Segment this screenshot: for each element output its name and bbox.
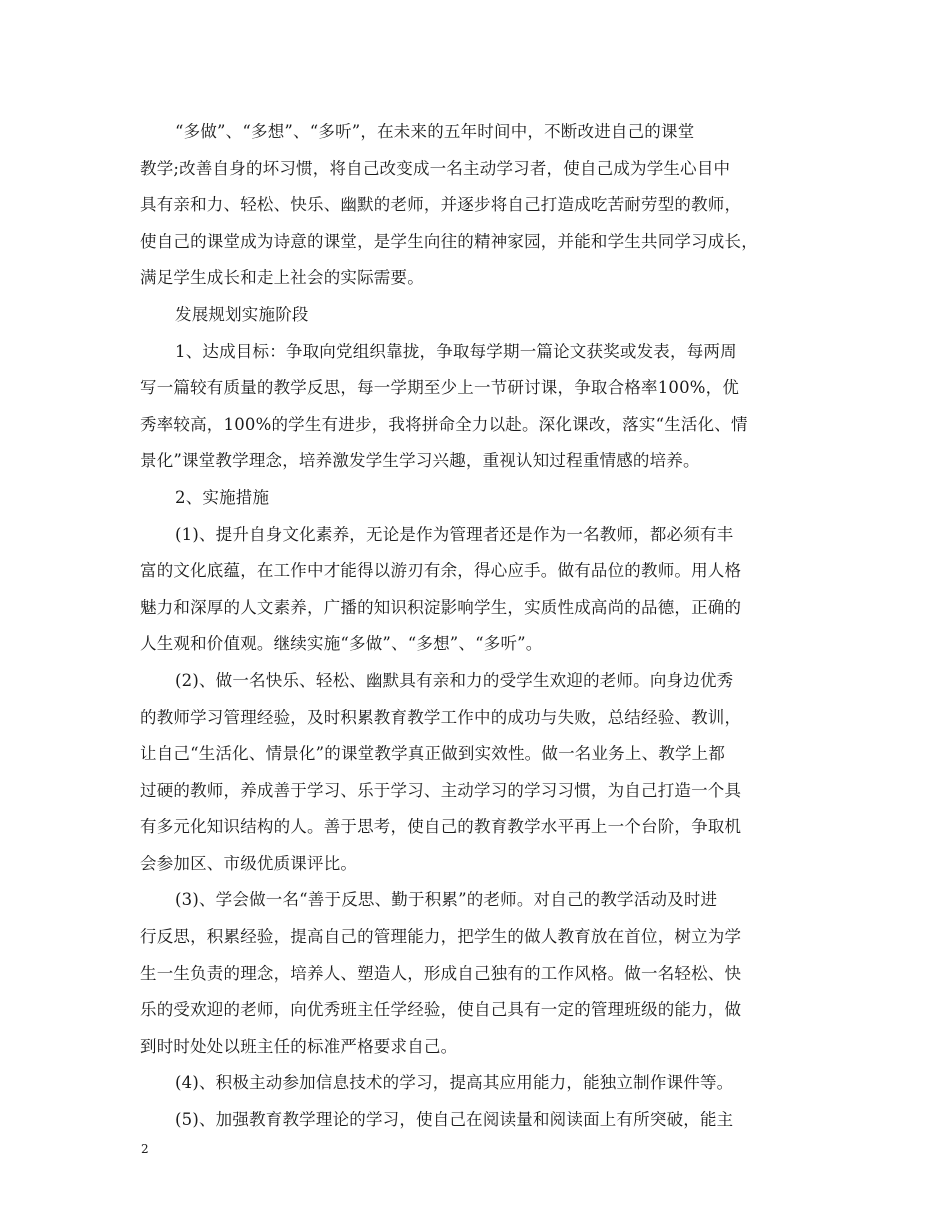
text-line: 秀率较高，100%的学生有进步，我将拼命全力以赴。深化课改，落实“生活化、情 [140,414,748,434]
text-line: 满足学生成长和走上社会的实际需要。 [140,268,424,288]
text-line: 到时时处处以班主任的标准严格要求自己。 [140,1036,458,1056]
text-line: (1)、提升自身文化素养，无论是作为管理者还是作为一名教师，都必须有丰 [175,524,734,544]
text-line: 过硬的教师，养成善于学习、乐于学习、主动学习的学习习惯，为自己打造一个具 [140,780,742,800]
body-text [140,114,830,1139]
text-line: 的教师学习管理经验，及时积累教育教学工作中的成功与失败，总结经验、教训， [140,707,742,727]
text-line: 生一生负责的理念，培养人、塑造人，形成自己独有的工作风格。做一名轻松、快 [140,963,742,983]
text-line: 让自己“生活化、情景化”的课堂教学真正做到实效性。做一名业务上、教学上都 [140,744,726,764]
text-line: (4)、积极主动参加信息技术的学习，提高其应用能力，能独立制作课件等。 [175,1073,734,1093]
text-line: 使自己的课堂成为诗意的课堂，是学生向往的精神家园，并能和学生共同学习成长， [140,231,758,251]
text-line: 具有亲和力、轻松、快乐、幽默的老师，并逐步将自己打造成吃苦耐劳型的教师， [140,195,742,215]
text-line: 写一篇较有质量的教学反思，每一学期至少上一节研讨课，争取合格率100%，优 [140,378,740,398]
text-line: 2、实施措施 [175,487,270,507]
text-line: “多做”、“多想”、“多听”，在未来的五年时间中，不断改进自己的课堂 [175,122,695,141]
page-number: 2 [141,1142,149,1156]
text-line: (5)、加强教育教学理论的学习，使自己在阅读量和阅读面上有所突破，能主 [175,1110,734,1130]
text-line: 1、达成目标：争取向党组织靠拢，争取每学期一篇论文获奖或发表，每两周 [175,341,737,361]
text-line: 富的文化底蕴，在工作中才能得以游刃有余，得心应手。做有品位的教师。用人格 [140,561,742,581]
text-line: 人生观和价值观。继续实施“多做”、“多想”、“多听”。 [140,634,543,654]
text-line: 有多元化知识结构的人。善于思考，使自己的教育教学水平再上一个台阶，争取机 [140,817,742,837]
text-line: (2)、做一名快乐、轻松、幽默具有亲和力的受学生欢迎的老师。向身边优秀 [175,670,734,690]
text-line: 会参加区、市级优质课评比。 [140,853,358,873]
text-line: 魅力和深厚的人文素养，广播的知识积淀影响学生，实质性成高尚的品德，正确的 [140,597,742,617]
text-line: 乐的受欢迎的老师，向优秀班主任学经验，使自己具有一定的管理班级的能力，做 [140,1000,742,1020]
text-line: 景化”课堂教学理念，培养激发学生学习兴趣，重视认知过程重情感的培养。 [140,451,700,471]
text-line: (3)、学会做一名“善于反思、勤于积累”的老师。对自己的教学活动及时进 [175,890,718,910]
text-line: 教学;改善自身的坏习惯，将自己改变成一名主动学习者，使自己成为学生心目中 [140,158,731,178]
text-line: 发展规划实施阶段 [175,304,309,324]
text-line: 行反思，积累经验，提高自己的管理能力，把学生的做人教育放在首位，树立为学 [140,927,742,947]
